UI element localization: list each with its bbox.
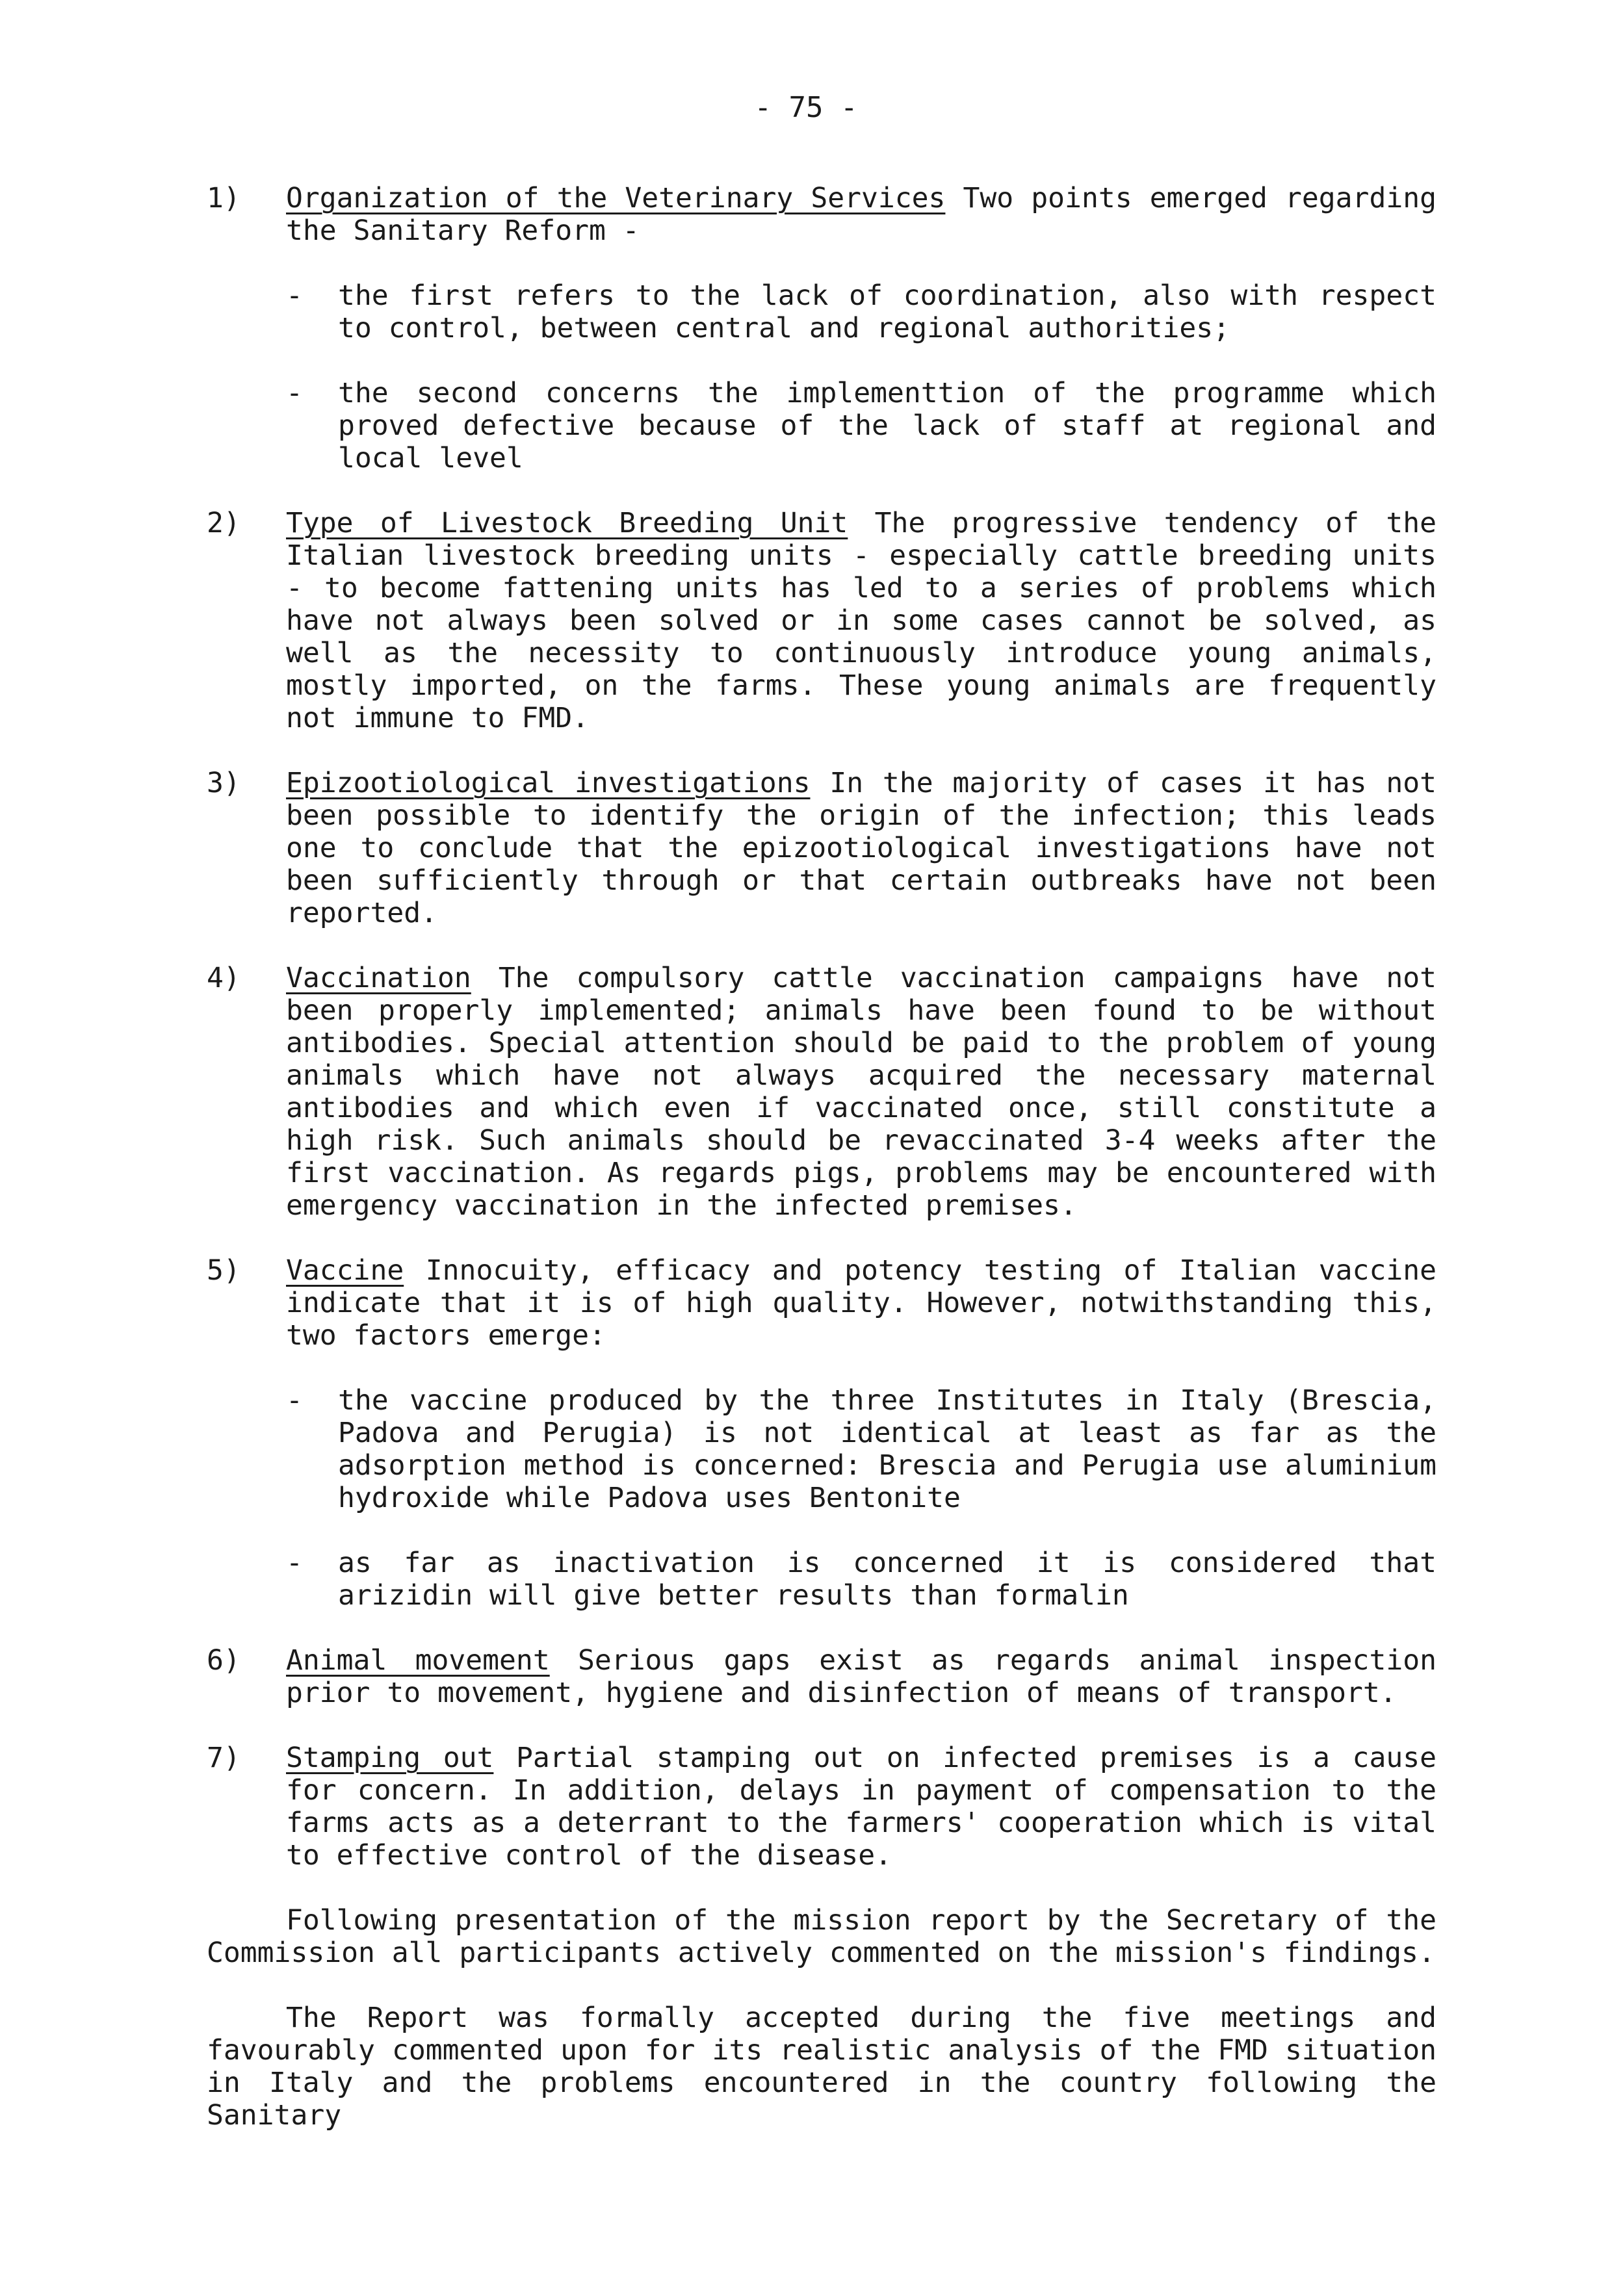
dash-marker: - [286, 279, 303, 312]
bullet-text: the second concerns the implementtion of the programme which proved defective because of the lack of staff at regional and local level [338, 377, 1436, 474]
item-text: Innocuity, efficacy and potency testing of Italian vaccine indicate that it is of high quality. However, notwithstanding this, two factors emerge: [286, 1254, 1436, 1352]
item-number: 2) [207, 507, 240, 539]
item-text: Serious gaps exist as regards animal inspection prior to movement, hygiene and disinfection of means of transport. [286, 1644, 1437, 1709]
bullet-item [286, 279, 1436, 344]
bullet-text: the first refers to the lack of coordination, also with respect to control, between central and regional authorities; [338, 279, 1436, 344]
body-paragraph: The Report was formally accepted during the five meetings and favourably commented upon for its realistic analysis of the FMD situation in Italy and the problems encountered in the country following the Sanitary [207, 2002, 1436, 2132]
item-heading: Stamping out [286, 1742, 494, 1774]
body-paragraph: Following presentation of the mission report by the Secretary of the Commission all participants actively commented on the mission's findings. [207, 1904, 1436, 1969]
numbered-item-1 [207, 182, 1436, 474]
item-number: 4) [207, 962, 240, 994]
numbered-item-5 [207, 1254, 1436, 1612]
bullet-item [286, 1547, 1436, 1612]
bullet-item [286, 1384, 1436, 1514]
item-number: 3) [207, 767, 240, 799]
numbered-item-7 [207, 1742, 1436, 1872]
item-text: The compulsory cattle vaccination campaigns have not been properly implemented; animals have been found to be without antibodies. Special attention should be paid to the problem of young animals which have not always acquired the necessary maternal antibodies and which even if vaccinated once, still constitute a high risk. Such animals should be revaccinated 3-4 weeks after the first vaccination. As regards pigs, problems may be encountered with emergency vaccination in the infected premises. [286, 962, 1437, 1222]
dash-marker: - [286, 1384, 303, 1417]
item-number: 6) [207, 1644, 240, 1677]
item-heading: Epizootiological investigations [286, 767, 811, 799]
item-number: 7) [207, 1742, 240, 1774]
numbered-item-3 [207, 767, 1436, 929]
dash-marker: - [286, 377, 303, 409]
item-text: In the majority of cases it has not been possible to identify the origin of the infection; this leads one to conclude that the epizootiological investigations have not been sufficiently through or that certain outbreaks have not been reported. [286, 767, 1437, 929]
bullet-item [286, 377, 1436, 474]
item-text: Two points emerged regarding the Sanitary Reform - [286, 182, 1436, 247]
page-number: - 75 - [754, 91, 858, 124]
item-heading: Vaccine [286, 1254, 404, 1287]
numbered-item-2 [207, 507, 1436, 734]
bullet-list [286, 1384, 1436, 1612]
bullet-text: as far as inactivation is concerned it is considered that arizidin will give better results than formalin [338, 1547, 1436, 1612]
item-heading: Organization of the Veterinary Services [286, 182, 946, 214]
item-heading: Type of Livestock Breeding Unit [286, 507, 848, 539]
bullet-list [286, 279, 1436, 474]
item-heading: Vaccination [286, 962, 471, 994]
item-number: 5) [207, 1254, 240, 1287]
document-body [207, 182, 1436, 2164]
item-heading: Animal movement [286, 1644, 550, 1677]
numbered-item-6 [207, 1644, 1436, 1709]
item-number: 1) [207, 182, 240, 214]
bullet-text: the vaccine produced by the three Institutes in Italy (Brescia, Padova and Perugia) is not identical at least as far as the adsorption method is concerned: Brescia and Perugia use aluminium hydroxide while Padova uses Bentonite [338, 1384, 1436, 1514]
item-text: Partial stamping out on infected premises is a cause for concern. In addition, delays in payment of compensation to the farms acts as a deterrant to the farmers' cooperation which is vital to effective control of the disease. [286, 1742, 1437, 1872]
dash-marker: - [286, 1547, 303, 1579]
item-text: The progressive tendency of the Italian livestock breeding units - especially cattle breeding units - to become fattening units has led to a series of problems which have not always been solved or in some cases cannot be solved, as well as the necessity to continuously introduce young animals, mostly imported, on the farms. These young animals are frequently not immune to FMD. [286, 507, 1436, 734]
numbered-item-4 [207, 962, 1436, 1222]
